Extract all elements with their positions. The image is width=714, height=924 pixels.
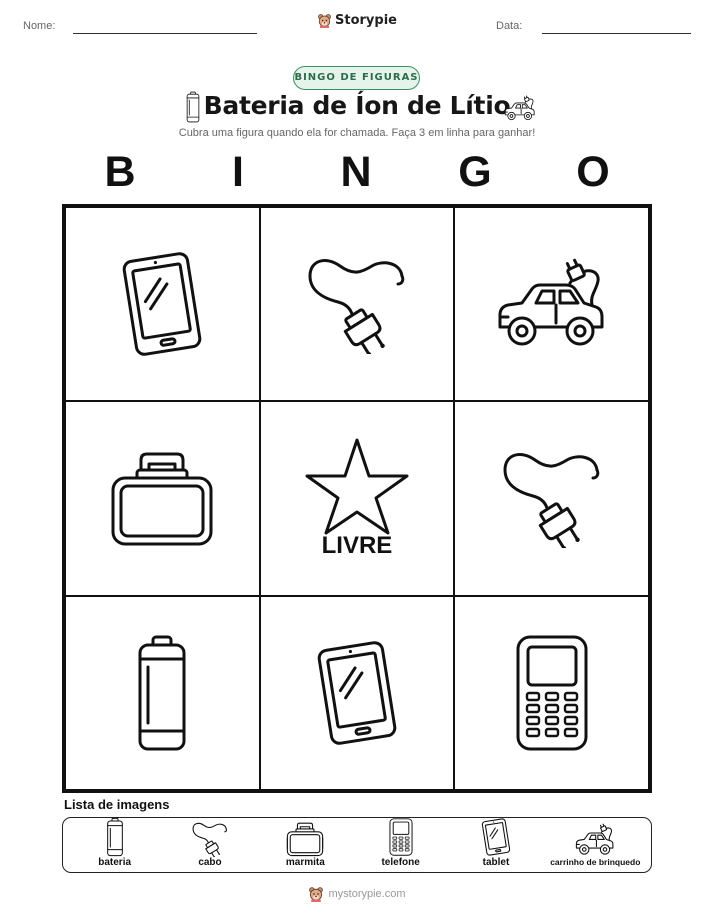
brand-name: Storypie <box>335 13 397 28</box>
bingo-cell-phone[interactable] <box>454 596 649 790</box>
phone-icon <box>512 633 592 753</box>
cable-icon <box>497 448 607 548</box>
tablet-icon <box>307 638 407 748</box>
list-item-label: cabo <box>198 857 222 868</box>
toy-car-icon <box>573 823 617 857</box>
lunchbox-icon <box>107 448 217 548</box>
footer <box>0 886 714 902</box>
tablet-icon <box>112 249 212 359</box>
bingo-cell-cable[interactable] <box>454 401 649 595</box>
bingo-grid <box>62 204 652 793</box>
list-item-label: carrinho de brinquedo <box>550 857 641 867</box>
name-label: Nome: <box>23 20 56 32</box>
list-item-label: bateria <box>98 857 132 868</box>
cable-icon <box>190 821 230 857</box>
image-list <box>62 817 652 873</box>
phone-icon <box>388 817 414 857</box>
list-item-label: marmita <box>285 857 325 868</box>
toy-car-icon <box>503 95 537 122</box>
lunchbox-icon <box>285 821 325 857</box>
image-list-title: Lista de imagens <box>64 797 170 812</box>
list-item-label: telefone <box>381 857 420 868</box>
list-item <box>545 823 645 868</box>
date-label: Data: <box>496 20 523 32</box>
list-item <box>259 821 351 868</box>
list-item <box>69 817 161 868</box>
bingo-letter-i: I <box>232 148 244 196</box>
toy-car-icon <box>492 257 612 352</box>
page-title: Bateria de Íon de Lítio <box>203 91 511 120</box>
bingo-cell-tablet[interactable] <box>65 207 260 401</box>
list-item-label: tablet <box>482 857 510 868</box>
battery-icon <box>132 633 192 753</box>
battery-icon <box>105 817 125 857</box>
worksheet-type-badge: BINGO DE FIGURAS <box>293 66 420 90</box>
star-icon <box>302 436 412 536</box>
date-line[interactable] <box>542 33 691 34</box>
list-item <box>450 817 542 868</box>
bingo-cell-lunchbox[interactable] <box>65 401 260 595</box>
list-item <box>355 817 447 868</box>
bingo-letter-o: O <box>576 148 610 196</box>
bingo-cell-cable[interactable] <box>260 207 455 401</box>
bingo-cell-toy-car[interactable] <box>454 207 649 401</box>
free-space-label: LIVRE <box>321 532 393 560</box>
bear-mascot-icon <box>317 13 332 28</box>
list-item <box>164 821 256 868</box>
bear-mascot-icon <box>308 886 324 902</box>
cable-icon <box>302 254 412 354</box>
name-line[interactable] <box>73 33 257 34</box>
bingo-cell-tablet[interactable] <box>260 596 455 790</box>
bingo-letter-b: B <box>104 148 136 196</box>
bingo-letter-g: G <box>458 148 492 196</box>
instructions: Cubra uma figura quando ela for chamada. Faça 3 em linha para ganhar! <box>178 127 536 139</box>
tablet-icon <box>478 817 514 857</box>
brand <box>0 13 714 28</box>
footer-url[interactable]: mystorypie.com <box>328 888 406 900</box>
bingo-cell-free[interactable] <box>260 401 455 595</box>
bingo-cell-battery[interactable] <box>65 596 260 790</box>
bingo-letter-n: N <box>340 148 372 196</box>
